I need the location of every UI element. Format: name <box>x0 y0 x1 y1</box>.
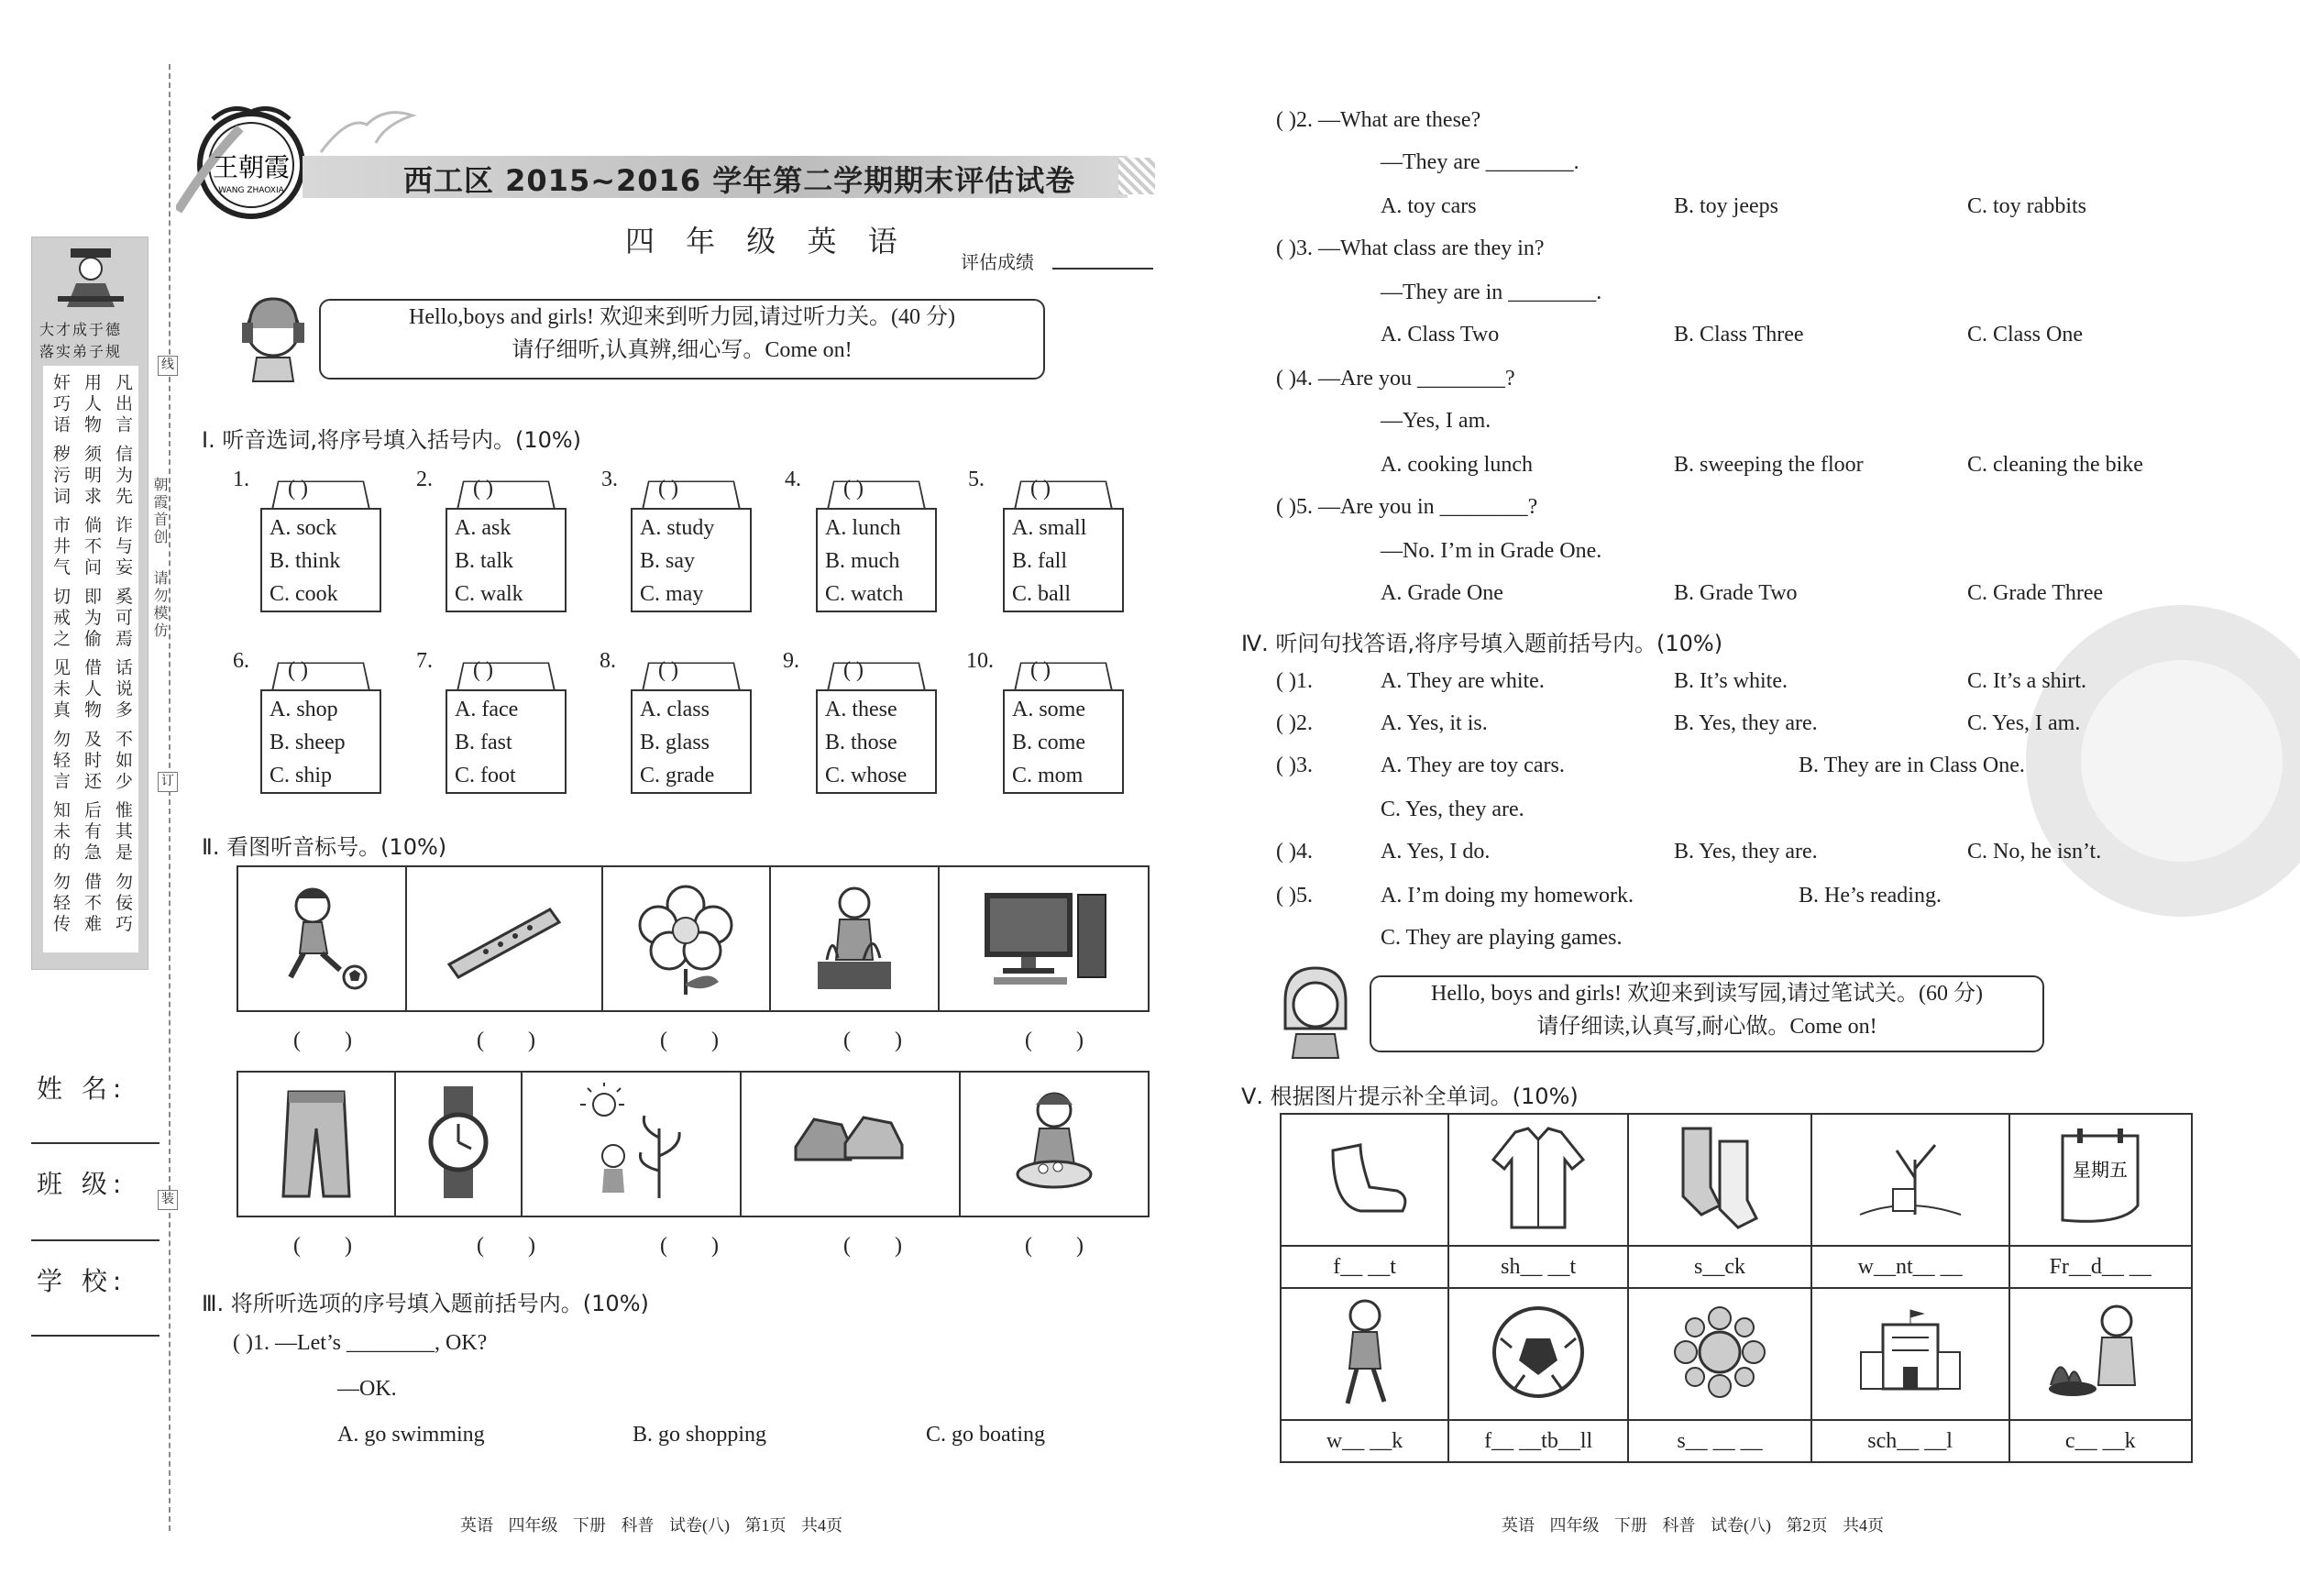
banner-pattern <box>1118 158 1155 194</box>
word-blank[interactable]: w__nt__ __ <box>1811 1246 2009 1288</box>
option-b: B. Grade Two <box>1674 581 1798 605</box>
option-b: B. It’s white. <box>1674 669 1788 693</box>
school-label: 学 校: <box>37 1266 127 1296</box>
option-a: A. They are toy cars. <box>1381 754 1565 777</box>
picture-girl-washing <box>960 1072 1149 1216</box>
card-options <box>816 508 937 612</box>
option-c: C. Yes, I am. <box>1967 711 2081 735</box>
scholar-icon <box>58 247 124 311</box>
option-c: C. mom <box>1012 764 1084 787</box>
answer-paren[interactable]: ( ) <box>473 658 493 682</box>
listening-intro-box <box>319 299 1045 380</box>
snowflake-icon <box>1669 1302 1770 1403</box>
option-c: C. cook <box>270 582 338 606</box>
option-a: A. sock <box>270 516 337 540</box>
girl-reader-icon <box>1274 964 1357 1060</box>
school-field[interactable] <box>31 1335 160 1337</box>
option-a: A. Class Two <box>1381 323 1500 347</box>
option-a: A. cooking lunch <box>1381 453 1533 477</box>
word-card <box>816 475 937 612</box>
picture-trousers <box>237 1072 395 1216</box>
class-label: 班 级: <box>37 1169 127 1199</box>
option-a: A. Yes, I do. <box>1381 840 1491 864</box>
reading-intro-line2: 请仔细读,认真写,耐心做。Come on! <box>1536 1015 1877 1039</box>
picture-snow <box>1628 1288 1810 1420</box>
answer-paren[interactable]: ( ) <box>1030 477 1051 501</box>
card-tab <box>642 480 741 510</box>
section3-q1-answer: —OK. <box>337 1377 397 1401</box>
option-c: C. They are playing games. <box>1381 926 1623 950</box>
option-c: C. foot <box>455 764 516 787</box>
answer-paren[interactable]: ( ) <box>293 1234 352 1258</box>
option-a: A. ask <box>455 516 512 540</box>
option-b: B. He’s reading. <box>1799 884 1942 908</box>
card-options <box>446 689 567 794</box>
option-a: A. lunch <box>825 516 901 540</box>
score-field[interactable] <box>1052 268 1153 270</box>
card-options <box>1003 508 1124 612</box>
option-c: C. ship <box>270 764 333 787</box>
card-tab <box>271 480 370 510</box>
verse-col: 奸巧语 秽污词 市井气 切戒之 见未真 勿轻言 知未的 勿轻传 <box>50 373 70 936</box>
foot-icon <box>1315 1132 1415 1224</box>
option-b: B. Class Three <box>1674 323 1804 347</box>
picture-flower <box>602 866 771 1011</box>
trousers-icon <box>270 1083 362 1202</box>
class-field[interactable] <box>31 1239 160 1241</box>
picture-recorder <box>406 866 602 1011</box>
answer-paren[interactable]: ( ) <box>1025 1029 1084 1052</box>
option-b: B. go shopping <box>633 1423 767 1447</box>
word-blank[interactable]: s__ck <box>1628 1246 1810 1288</box>
answer-paren[interactable]: ( ) <box>658 477 678 501</box>
word-card <box>446 656 567 794</box>
word-card <box>631 475 752 612</box>
option-c: C. grade <box>640 764 715 787</box>
section3-question-4: ( )4. —Are you ________? <box>1276 367 1515 391</box>
option-c: C. No, he isn’t. <box>1967 840 2102 864</box>
headphone-kid-icon <box>237 292 310 383</box>
listening-intro-line1: Hello,boys and girls! 欢迎来到听力园,请过听力关。(40 分) <box>409 305 955 329</box>
name-field[interactable] <box>31 1142 160 1144</box>
answer-paren[interactable]: ( ) <box>473 477 493 501</box>
reading-intro-box <box>1370 975 2044 1052</box>
binding-dashed-line <box>169 64 171 1531</box>
logo-subtext: WANG ZHAOXIA <box>218 186 284 195</box>
word-card <box>1003 656 1124 794</box>
option-c: C. may <box>640 582 704 606</box>
card-options <box>631 508 752 612</box>
answer-paren[interactable]: ( ) <box>288 658 308 682</box>
option-b: B. fall <box>1012 549 1067 573</box>
option-a: A. toy cars <box>1381 194 1477 218</box>
section3-question-3: ( )3. —What class are they in? <box>1276 237 1545 260</box>
option-b: B. those <box>825 731 897 754</box>
option-a: A. Yes, it is. <box>1381 711 1488 735</box>
card-number: 9. <box>783 649 799 673</box>
recorder-icon <box>440 891 568 983</box>
card-tab <box>642 662 741 691</box>
vertical-note-no-copy: 请勿模仿 <box>151 570 167 640</box>
card-tab <box>1014 480 1113 510</box>
card-number: 5. <box>968 468 985 491</box>
option-b: B. sheep <box>270 731 346 754</box>
option-a: A. study <box>640 516 715 540</box>
word-blank[interactable]: Fr__d__ __ <box>2009 1246 2192 1288</box>
picture-computer <box>939 866 1149 1011</box>
football-icon <box>1488 1302 1589 1403</box>
option-a: A. class <box>640 698 710 721</box>
answer-paren[interactable]: ( ) <box>288 477 308 501</box>
calendar-text: 星期五 <box>2073 1158 2129 1181</box>
bind-mark-order: 订 <box>158 772 178 792</box>
right-page-footer: 英语 四年级 下册 科普 试卷(八) 第2页 共4页 <box>1502 1516 1884 1535</box>
card-tab <box>827 662 926 691</box>
word-card <box>631 656 752 794</box>
word-card <box>446 475 567 612</box>
option-a: A. I’m doing my homework. <box>1381 884 1634 908</box>
option-b: B. come <box>1012 731 1085 754</box>
option-c: C. go boating <box>926 1423 1045 1447</box>
card-number: 4. <box>785 468 801 491</box>
left-page-footer: 英语 四年级 下册 科普 试卷(八) 第1页 共4页 <box>460 1516 842 1535</box>
card-options <box>260 689 381 794</box>
shirt-icon <box>1488 1123 1589 1233</box>
card-number: 10. <box>966 649 994 673</box>
option-a: A. Grade One <box>1381 581 1503 605</box>
option-b: B. sweeping the floor <box>1674 453 1864 477</box>
picture-socks <box>1628 1114 1810 1246</box>
sidebar-verses <box>43 366 138 952</box>
reading-intro-line1: Hello, boys and girls! 欢迎来到读写园,请过笔试关。(60 分) <box>1431 982 1983 1006</box>
option-a: A. face <box>455 698 519 721</box>
answer-paren[interactable]: ( ) <box>843 1234 902 1258</box>
section4-paren-2[interactable]: ( )2. <box>1276 711 1313 735</box>
section4-paren-3[interactable]: ( )3. <box>1276 754 1313 777</box>
flower-icon <box>631 877 741 996</box>
picture-shirt <box>1448 1114 1628 1246</box>
vertical-note-original: 朝霞首创 <box>151 477 167 546</box>
section5-heading: Ⅴ. 根据图片提示补全单词。(10%) <box>1241 1084 1579 1109</box>
word-blank[interactable]: f__ __tb__ll <box>1448 1420 1628 1462</box>
cooking-icon <box>799 877 909 996</box>
answer-paren[interactable]: ( ) <box>658 658 678 682</box>
card-options <box>446 508 567 612</box>
option-b: B. They are in Class One. <box>1799 754 2025 777</box>
word-picture-table <box>1280 1113 2193 1463</box>
card-number: 2. <box>416 468 433 491</box>
option-a: A. these <box>825 698 897 721</box>
card-tab <box>1014 662 1113 691</box>
answer-paren[interactable]: ( ) <box>1025 1234 1084 1258</box>
answer-paren[interactable]: ( ) <box>660 1234 719 1258</box>
bind-mark-line: 线 <box>158 356 178 376</box>
word-blank[interactable]: sch__ __l <box>1811 1420 2009 1462</box>
option-b: B. fast <box>455 731 512 754</box>
answer-paren[interactable]: ( ) <box>477 1029 535 1052</box>
picture-boy-football <box>237 866 406 1011</box>
section3-q2-answer: —They are ________. <box>1381 150 1579 174</box>
word-card <box>260 475 381 612</box>
word-blank[interactable]: c__ __k <box>2009 1420 2192 1462</box>
exam-subtitle: 四 年 级 英 语 <box>625 224 908 259</box>
word-blank[interactable]: s__ __ __ <box>1628 1420 1810 1462</box>
word-blank[interactable]: sh__ __t <box>1448 1246 1628 1288</box>
sun-boy-icon <box>567 1083 696 1202</box>
option-a: A. They are white. <box>1381 669 1545 693</box>
bind-mark-pack: 装 <box>158 1190 178 1210</box>
winter-icon <box>1851 1123 1970 1233</box>
card-tab <box>271 662 370 691</box>
logo-emblem <box>176 101 314 220</box>
option-a: A. small <box>1012 516 1087 540</box>
option-c: C. cleaning the bike <box>1967 453 2143 477</box>
card-options <box>1003 689 1124 794</box>
option-b: B. think <box>270 549 341 573</box>
option-c: C. It’s a shirt. <box>1967 669 2086 693</box>
option-c: C. Class One <box>1967 323 2083 347</box>
picture-row-2 <box>237 1071 1150 1217</box>
option-c: C. watch <box>825 582 904 606</box>
picture-foot <box>1281 1114 1448 1246</box>
section4-heading: Ⅳ. 听问句找答语,将序号填入题前括号内。(10%) <box>1241 631 1723 656</box>
picture-watch <box>395 1072 522 1216</box>
answer-paren[interactable]: ( ) <box>660 1029 719 1052</box>
picture-walk <box>1281 1288 1448 1420</box>
option-a: A. go swimming <box>337 1423 485 1447</box>
card-tab <box>457 662 556 691</box>
section3-question-5: ( )5. —Are you in ________? <box>1276 495 1538 519</box>
option-b: B. Yes, they are. <box>1674 711 1818 735</box>
picture-cooking <box>770 866 939 1011</box>
answer-paren[interactable]: ( ) <box>1030 658 1051 682</box>
option-c: C. toy rabbits <box>1967 194 2086 218</box>
picture-football <box>1448 1288 1628 1420</box>
picture-calendar <box>2009 1114 2192 1246</box>
card-number: 6. <box>233 649 249 673</box>
score-label: 评估成绩 <box>961 253 1034 273</box>
sidebar-panel <box>31 237 149 970</box>
card-number: 1. <box>233 468 249 491</box>
watch-icon <box>422 1083 495 1202</box>
option-b: B. say <box>640 549 695 573</box>
card-options <box>260 508 381 612</box>
exam-title: 西工区 2015~2016 学年第二学期期末评估试卷 <box>403 163 1076 198</box>
sidebar-motto-2: 落实弟子规 <box>39 343 123 360</box>
card-number: 8. <box>600 649 616 673</box>
card-number: 7. <box>416 649 433 673</box>
option-b: B. Yes, they are. <box>1674 840 1818 864</box>
socks-icon <box>1665 1123 1775 1233</box>
section4-paren-4[interactable]: ( )4. <box>1276 840 1313 864</box>
picture-winter <box>1811 1114 2009 1246</box>
card-tab <box>827 480 926 510</box>
answer-paren[interactable]: ( ) <box>477 1234 535 1258</box>
section2-heading: Ⅱ. 看图听音标号。(10%) <box>202 834 447 860</box>
answer-paren[interactable]: ( ) <box>843 477 864 501</box>
calendar-icon <box>2050 1123 2151 1233</box>
seal-watermark <box>2026 605 2300 917</box>
listening-intro-line2: 请仔细听,认真辨,细心写。Come on! <box>512 338 853 362</box>
shoes-icon <box>787 1101 915 1183</box>
picture-cook <box>2009 1288 2192 1420</box>
section3-question-2: ( )2. —What are these? <box>1276 108 1481 132</box>
ribbon-bow-icon <box>312 97 422 161</box>
option-c: C. Grade Three <box>1967 581 2104 605</box>
word-blank[interactable]: f__ __t <box>1281 1246 1448 1288</box>
picture-row-1 <box>237 865 1150 1012</box>
answer-paren[interactable]: ( ) <box>293 1029 352 1052</box>
school-icon <box>1855 1306 1965 1398</box>
football-boy-icon <box>267 882 377 992</box>
option-b: B. talk <box>455 549 513 573</box>
word-card <box>260 656 381 794</box>
verse-col: 凡出言 信为先 诈与妄 奚可焉 话说多 不如少 惟其是 勿佞巧 <box>113 373 132 936</box>
option-a: A. shop <box>270 698 338 721</box>
option-b: B. toy jeeps <box>1674 194 1778 218</box>
word-blank[interactable]: w__ __k <box>1281 1420 1448 1462</box>
cook-icon <box>2045 1297 2155 1407</box>
verse-col: 用人物 须明求 倘不问 即为偷 借人物 及时还 后有急 借不难 <box>82 373 101 936</box>
logo-text: 王朝霞 <box>212 152 291 182</box>
section1-heading: Ⅰ. 听音选词,将序号填入括号内。(10%) <box>202 427 582 453</box>
answer-paren[interactable]: ( ) <box>843 1029 902 1052</box>
section4-paren-5[interactable]: ( )5. <box>1276 884 1313 908</box>
section3-question-1: ( )1. —Let’s ________, OK? <box>233 1331 488 1355</box>
option-b: B. much <box>825 549 900 573</box>
option-c: C. ball <box>1012 582 1071 606</box>
washing-girl-icon <box>999 1083 1109 1202</box>
card-options <box>816 689 937 794</box>
picture-shoes <box>741 1072 960 1216</box>
answer-paren[interactable]: ( ) <box>843 658 864 682</box>
section3-q4-answer: —Yes, I am. <box>1381 409 1491 433</box>
computer-icon <box>975 882 1113 992</box>
card-options <box>631 689 752 794</box>
section3-heading: Ⅲ. 将所听选项的序号填入题前括号内。(10%) <box>202 1291 649 1316</box>
section4-paren-1[interactable]: ( )1. <box>1276 669 1313 693</box>
card-tab <box>457 480 556 510</box>
name-label: 姓 名: <box>37 1073 127 1104</box>
option-c: C. walk <box>455 582 523 606</box>
word-card <box>816 656 937 794</box>
option-c: C. Yes, they are. <box>1381 798 1524 821</box>
card-number: 3. <box>601 468 618 491</box>
section3-q3-answer: —They are in ________. <box>1381 281 1602 304</box>
picture-boy-sun <box>522 1072 741 1216</box>
option-b: B. glass <box>640 731 710 754</box>
walking-girl-icon <box>1324 1295 1406 1409</box>
section3-q5-answer: —No. I’m in Grade One. <box>1381 539 1602 563</box>
picture-school <box>1811 1288 2009 1420</box>
option-a: A. some <box>1012 698 1085 721</box>
sidebar-motto-1: 大才成于德 <box>39 321 123 338</box>
word-card <box>1003 475 1124 612</box>
option-c: C. whose <box>825 764 908 787</box>
